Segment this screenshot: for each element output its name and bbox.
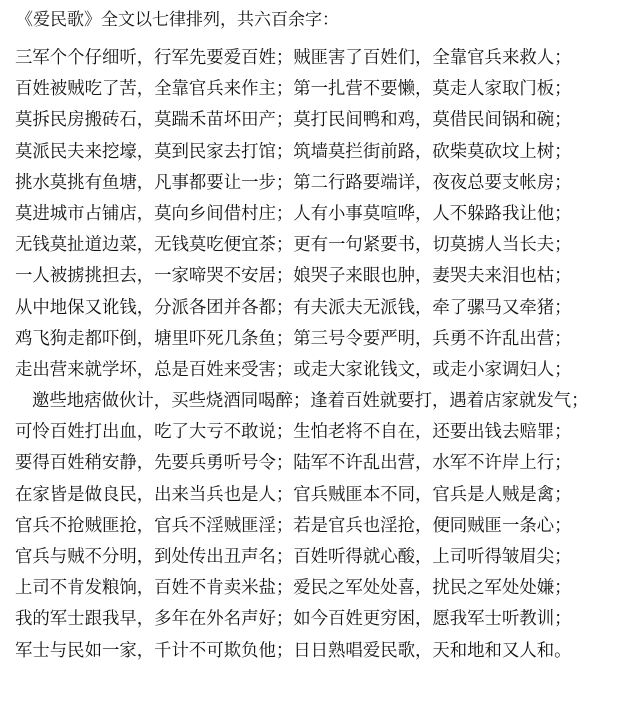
poem-line: 走出营来就学坏，总是百姓来受害；或走大家讹钱文，或走小家调妇人； xyxy=(15,359,572,380)
poem-line: 官兵与贼不分明，到处传出丑声名；百姓听得就心酸，上司听得皱眉尖； xyxy=(15,547,572,567)
poem-line: 莫派民夫来挖壕，莫到民家去打馆；筑墙莫拦街前路，砍柴莫砍坟上树； xyxy=(15,141,572,162)
poem-line: 百姓被贼吃了苦，全靠官兵来作主；第一扎营不要懒，莫走人家取门板； xyxy=(15,79,572,100)
poem-line: 从中地保又讹钱，分派各团并各都；有夫派夫无派钱，牵了骡马又牵猪； xyxy=(15,297,572,318)
poem-line: 官兵不抢贼匪抢，官兵不淫贼匪淫；若是官兵也淫抢，便同贼匪一条心； xyxy=(15,515,572,536)
poem-line: 莫拆民房搬砖石，莫踹禾苗坏田产；莫打民间鸭和鸡，莫借民间锅和碗； xyxy=(15,110,572,131)
poem-line: 挑水莫挑有鱼塘，凡事都要让一步；第二行路要端详，夜夜总要支帐房； xyxy=(15,172,572,193)
poem-line: 我的军士跟我早，多年在外名声好；如今百姓更穷困，愿我军士听教训； xyxy=(15,609,572,630)
poem-line: 可怜百姓打出血，吃了大亏不敢说；生怕老将不自在，还要出钱去赔罪； xyxy=(15,422,572,443)
poem-line: 上司不肯发粮饷，百姓不肯卖米盐；爱民之军处处喜，扰民之军处处嫌； xyxy=(15,578,572,599)
poem-line: 无钱莫扯道边菜，无钱莫吃便宜茶；更有一句紧要书，切莫掳人当长夫； xyxy=(15,235,572,256)
poem-line: 要得百姓稍安静，先要兵勇听号令；陆军不许乱出营，水军不许岸上行； xyxy=(15,453,572,474)
poem-line: 莫进城市占铺店，莫向乡间借村庄；人有小事莫喧哗，人不躲路我让他； xyxy=(15,203,572,224)
document-title: 《爱民歌》全文以七律排列，共六百余字： xyxy=(16,10,339,30)
poem-line: 一人被掳挑担去，一家啼哭不安居；娘哭子来眼也肿，妻哭夫来泪也枯； xyxy=(15,266,572,287)
poem-line: 军士与民如一家，千计不可欺负他；日日熟唱爱民歌，天和地和又人和。 xyxy=(15,640,572,661)
poem-line: 在家皆是做良民，出来当兵也是人；官兵贼匪本不同，官兵是人贼是禽； xyxy=(15,484,572,505)
poem-line: 鸡飞狗走都吓倒，塘里吓死几条鱼；第三号令要严明，兵勇不许乱出营； xyxy=(15,328,572,349)
poem-line: 三军个个仔细听，行军先要爱百姓；贼匪害了百姓们，全靠官兵来救人； xyxy=(15,48,572,68)
poem-line: 邀些地痞做伙计，买些烧酒同喝醉；逢着百姓就要打，遇着店家就发气； xyxy=(32,391,589,412)
poem-body xyxy=(15,43,640,667)
